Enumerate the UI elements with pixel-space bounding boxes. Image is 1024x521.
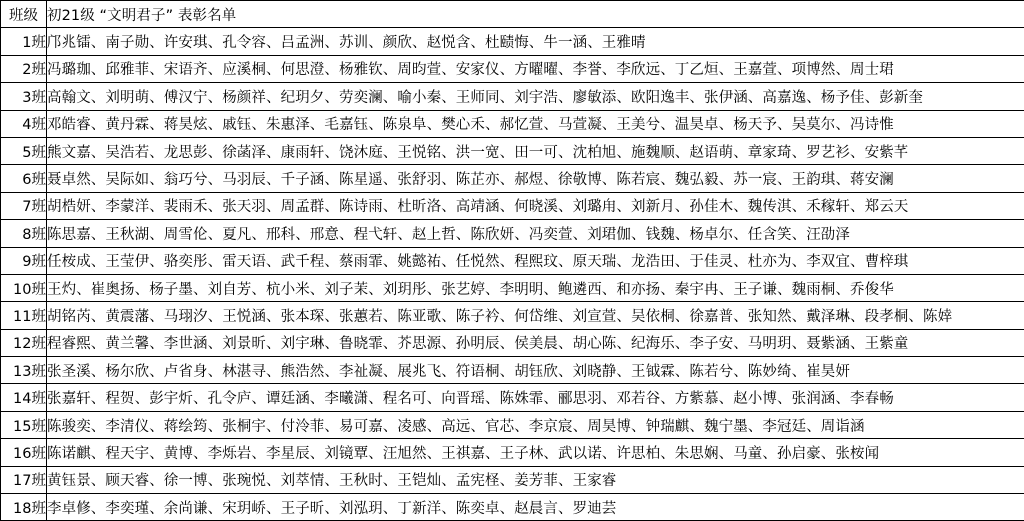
table-row: [1, 357, 1024, 384]
header-class-label: 班级: [1, 1, 47, 28]
row-class-label: 4班: [1, 110, 47, 137]
row-names: 胡梏妍、李蒙洋、裴雨禾、张天羽、周孟群、陈诗雨、杜昕洛、高靖涵、何晓溪、刘璐甪、刘新月、孙佳木、魏传淇、禾稼轩、郑云天: [47, 192, 1024, 219]
table-row: [1, 439, 1024, 466]
table-row: [1, 329, 1024, 356]
row-class-label: 10班: [1, 274, 47, 301]
table-row: [1, 137, 1024, 164]
table-row: [1, 165, 1024, 192]
row-names: 程睿熙、黄兰馨、李世涵、刘景昕、刘宇琳、鲁晓霏、芥思源、孙明辰、侯美晨、胡心陈、纪海乐、李子安、马明玥、聂紫涵、王紫童: [47, 329, 1024, 356]
row-names: 熊文嘉、吴浩若、龙思彭、徐菡泽、康雨轩、饶沐庭、王悦铭、洪一宽、田一可、沈柏旭、施魏顺、赵语萌、章家琦、罗艺衫、安紫芊: [47, 137, 1024, 164]
table-row: [1, 274, 1024, 301]
table-row: [1, 28, 1024, 55]
row-class-label: 5班: [1, 137, 47, 164]
row-names: 胡铭芮、黄震藩、马珝汐、王悦涵、张本琛、张蕙若、陈亚歌、陈子衿、何岱维、刘宣萱、吴依桐、徐嘉普、张知然、戴泽琳、段孝桐、陈婞: [47, 302, 1024, 329]
table-row: [1, 83, 1024, 110]
header-title: 初21级 “文明君子” 表彰名单: [47, 1, 1024, 28]
table-row: [1, 411, 1024, 438]
row-class-label: 9班: [1, 247, 47, 274]
row-class-label: 2班: [1, 55, 47, 82]
table-row: [1, 220, 1024, 247]
table-row: [1, 302, 1024, 329]
row-class-label: 6班: [1, 165, 47, 192]
row-names: 陈诺麒、程天宇、黄博、李烁岩、李星辰、刘镜覃、汪旭然、王祺嘉、王子林、武以诺、许思柏、朱思娴、马童、孙启豪、张桉闻: [47, 439, 1024, 466]
row-names: 高翰文、刘明萌、傅汉宁、杨颜祥、纪玥夕、劳奕澜、喻小秦、王师同、刘宇浩、廖敏添、欧阳逸丰、张伊涵、高嘉逸、杨予佳、彭新奎: [47, 83, 1024, 110]
row-class-label: 1班: [1, 28, 47, 55]
table-row: [1, 55, 1024, 82]
table-row: [1, 494, 1024, 521]
row-names: 聂卓然、吴际如、翁巧兮、马羽辰、千子涵、陈星遥、张舒羽、陈芷亦、郝煜、徐敬博、陈若宸、魏弘毅、苏一宸、王韵琪、蒋安澜: [47, 165, 1024, 192]
row-class-label: 14班: [1, 384, 47, 411]
row-class-label: 7班: [1, 192, 47, 219]
row-class-label: 16班: [1, 439, 47, 466]
row-class-label: 12班: [1, 329, 47, 356]
roster-table-body: [1, 1, 1024, 521]
row-names: 张圣溪、杨尔欣、卢省身、林湛寻、熊浩然、李祉凝、展兆飞、符语桐、胡钰欣、刘晓静、王钺霖、陈若兮、陈妙绮、崔昊妍: [47, 357, 1024, 384]
row-class-label: 15班: [1, 411, 47, 438]
row-class-label: 18班: [1, 494, 47, 521]
row-class-label: 11班: [1, 302, 47, 329]
table-row: [1, 192, 1024, 219]
table-row: [1, 384, 1024, 411]
row-class-label: 13班: [1, 357, 47, 384]
row-names: 李卓修、李奕瑾、余尚谦、宋玥峤、王子昕、刘泓玥、丁新洋、陈奕卓、赵晨言、罗迪芸: [47, 494, 1024, 521]
row-names: 张嘉轩、程贺、彭宇炘、孔令庐、谭廷涵、李曦潇、程名可、向晋瑶、陈姝霏、郦思羽、邓若谷、方紫慕、赵小博、张润涵、李春畅: [47, 384, 1024, 411]
table-row: [1, 110, 1024, 137]
table-row: [1, 247, 1024, 274]
row-names: 陈思嘉、王秋湖、周雪伦、夏凡、邢科、邢意、程弋轩、赵上哲、陈欣妍、冯奕萱、刘珺伽、钱魏、杨卓尔、任含笑、汪劭泽: [47, 220, 1024, 247]
row-names: 王灼、崔奥扬、杨子墨、刘自芳、杭小米、刘子茉、刘玥彤、张艺婷、李明明、鲍遴西、和亦扬、秦宇冉、王子谦、魏雨桐、乔俊华: [47, 274, 1024, 301]
row-class-label: 17班: [1, 466, 47, 493]
table-row: [1, 466, 1024, 493]
row-class-label: 3班: [1, 83, 47, 110]
table-header-row: [1, 1, 1024, 28]
row-class-label: 8班: [1, 220, 47, 247]
row-names: 陈骏奕、李清仪、蒋绘筠、张桐宇、付泠菲、易可嘉、凌感、高远、官芯、李京宸、周昊博、钟瑞麒、魏宁墨、李冠廷、周诣涵: [47, 411, 1024, 438]
row-names: 冯璐珈、邱雅菲、宋语齐、应溪桐、何思澄、杨雅钦、周昀萱、安家仪、方曜曜、李誉、李欣远、丁乙烜、王嘉萱、项博然、周士珺: [47, 55, 1024, 82]
row-names: 邓皓睿、黄丹霖、蒋昊炫、戚钰、朱惠泽、毛嘉钰、陈泉阜、樊心禾、郝忆萱、马萱凝、王美兮、温昊卓、杨天予、吴莫尔、冯诗惟: [47, 110, 1024, 137]
row-names: 邝兆镭、南子勋、许安琪、孔令容、吕孟洲、苏训、颜欣、赵悦含、杜赜悔、牛一涵、王雅晴: [47, 28, 1024, 55]
row-names: 任桉成、王莹伊、骆奕彤、雷天语、武千程、蔡雨霏、姚懿祐、任悦然、程熙玟、原天瑞、龙浩田、于佳灵、杜亦为、李双宜、曹梓琪: [47, 247, 1024, 274]
row-names: 黄钰景、顾天睿、徐一博、张琬悦、刘萃情、王秋时、王铠灿、孟宪柽、姜芳菲、王家睿: [47, 466, 1024, 493]
